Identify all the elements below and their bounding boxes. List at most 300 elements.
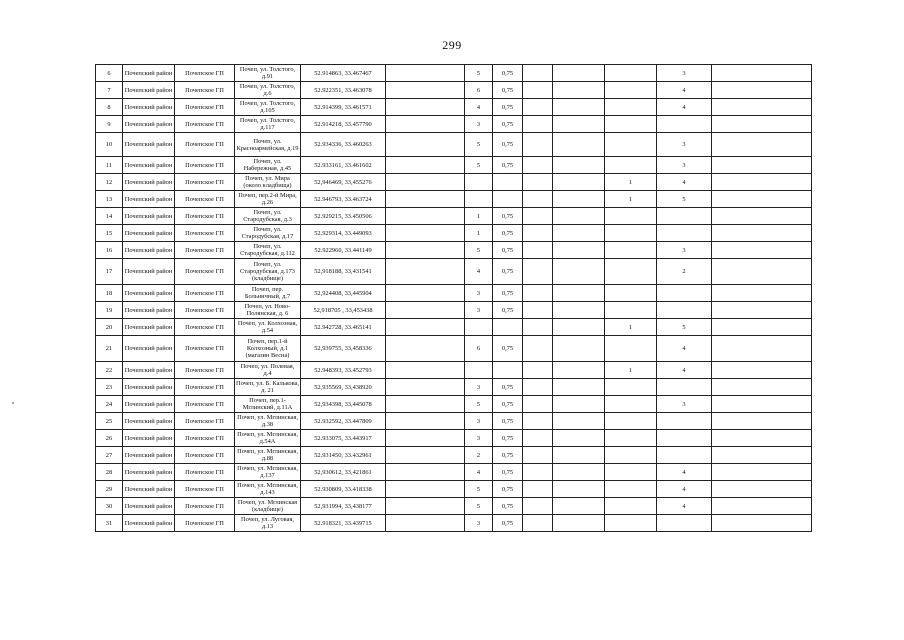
table-row: [96, 242, 812, 259]
table-row: [96, 133, 812, 157]
empty-cell: [386, 242, 465, 259]
empty-cell: [523, 208, 553, 225]
bunker-count-cell: [605, 65, 657, 82]
container-volume-cell: 0,75: [493, 116, 523, 133]
empty-cell: [523, 285, 553, 302]
empty-cell: [553, 464, 605, 481]
address-cell: Почеп, ул. Ново-Полянская, д. 6: [235, 302, 301, 319]
district-cell: Почепский район: [123, 191, 175, 208]
empty-cell: [712, 259, 812, 285]
empty-cell: [386, 396, 465, 413]
empty-cell: [553, 133, 605, 157]
empty-cell: [523, 133, 553, 157]
bunker-count-cell: [605, 208, 657, 225]
district-cell: Почепский район: [123, 362, 175, 379]
settlement-cell: Почепское ГП: [175, 259, 235, 285]
settlement-cell: Почепское ГП: [175, 242, 235, 259]
empty-cell: [712, 464, 812, 481]
bunker-count-cell: 1: [605, 319, 657, 336]
pickup-frequency-cell: 2: [657, 259, 712, 285]
empty-cell: [523, 336, 553, 362]
container-volume-cell: 0,75: [493, 464, 523, 481]
settlement-cell: Почепское ГП: [175, 82, 235, 99]
container-count-cell: 6: [465, 82, 493, 99]
container-count-cell: 4: [465, 99, 493, 116]
address-cell: Почеп, ул. Красноармейская, д.19: [235, 133, 301, 157]
district-cell: Почепский район: [123, 498, 175, 515]
district-cell: Почепский район: [123, 396, 175, 413]
table-row: [96, 430, 812, 447]
empty-cell: [553, 259, 605, 285]
pickup-frequency-cell: 5: [657, 319, 712, 336]
coordinates-cell: 52.922351, 33.463078: [301, 82, 386, 99]
settlement-cell: Почепское ГП: [175, 362, 235, 379]
district-cell: Почепский район: [123, 259, 175, 285]
empty-cell: [712, 174, 812, 191]
container-count-cell: 5: [465, 157, 493, 174]
empty-cell: [523, 116, 553, 133]
row-number: 28: [96, 464, 123, 481]
empty-cell: [553, 498, 605, 515]
empty-cell: [523, 157, 553, 174]
settlement-cell: Почепское ГП: [175, 157, 235, 174]
row-number: 7: [96, 82, 123, 99]
row-number: 11: [96, 157, 123, 174]
settlement-cell: Почепское ГП: [175, 174, 235, 191]
empty-cell: [386, 302, 465, 319]
empty-cell: [523, 259, 553, 285]
pickup-frequency-cell: [657, 515, 712, 532]
empty-cell: [523, 65, 553, 82]
empty-cell: [712, 413, 812, 430]
bunker-count-cell: [605, 481, 657, 498]
empty-cell: [553, 362, 605, 379]
scan-speck: [12, 402, 14, 404]
container-count-cell: 3: [465, 515, 493, 532]
settlement-cell: Почепское ГП: [175, 99, 235, 116]
container-count-cell: [465, 191, 493, 208]
district-cell: Почепский район: [123, 319, 175, 336]
bunker-count-cell: [605, 379, 657, 396]
address-cell: Почеп, ул. Толстого, д.105: [235, 99, 301, 116]
district-cell: Почепский район: [123, 464, 175, 481]
empty-cell: [523, 99, 553, 116]
bunker-count-cell: [605, 242, 657, 259]
address-cell: Почеп, ул. Толстого, д.6: [235, 82, 301, 99]
coordinates-cell: 52,935569, 33,438920: [301, 379, 386, 396]
row-number: 24: [96, 396, 123, 413]
bunker-count-cell: 1: [605, 191, 657, 208]
district-cell: Почепский район: [123, 515, 175, 532]
container-count-cell: 3: [465, 379, 493, 396]
empty-cell: [553, 430, 605, 447]
empty-cell: [712, 396, 812, 413]
empty-cell: [553, 174, 605, 191]
container-volume-cell: 0,75: [493, 133, 523, 157]
table-row: [96, 319, 812, 336]
table-row: [96, 82, 812, 99]
address-cell: Почеп, пер. Больничный, д.7: [235, 285, 301, 302]
pickup-frequency-cell: [657, 413, 712, 430]
empty-cell: [553, 285, 605, 302]
empty-cell: [712, 65, 812, 82]
address-cell: Почеп, ул. Стародубская, д.112: [235, 242, 301, 259]
bunker-count-cell: [605, 515, 657, 532]
bunker-count-cell: [605, 498, 657, 515]
container-count-cell: 1: [465, 208, 493, 225]
coordinates-cell: 52,934398, 33,445078: [301, 396, 386, 413]
container-count-cell: [465, 174, 493, 191]
pickup-frequency-cell: [657, 302, 712, 319]
bunker-count-cell: 1: [605, 174, 657, 191]
empty-cell: [712, 430, 812, 447]
empty-cell: [553, 82, 605, 99]
container-volume-cell: 0,75: [493, 99, 523, 116]
row-number: 18: [96, 285, 123, 302]
pickup-frequency-cell: 4: [657, 362, 712, 379]
container-volume-cell: 0,75: [493, 447, 523, 464]
table-row: [96, 447, 812, 464]
container-count-cell: 3: [465, 302, 493, 319]
coordinates-cell: 52.918321, 33.439715: [301, 515, 386, 532]
container-count-cell: 2: [465, 447, 493, 464]
table-row: [96, 225, 812, 242]
row-number: 26: [96, 430, 123, 447]
address-cell: Почеп, ул. Толстого, д.91: [235, 65, 301, 82]
empty-cell: [523, 191, 553, 208]
district-cell: Почепский район: [123, 413, 175, 430]
row-number: 22: [96, 362, 123, 379]
container-count-cell: 5: [465, 396, 493, 413]
empty-cell: [386, 191, 465, 208]
address-cell: Почеп, ул. Мглинская, д.143: [235, 481, 301, 498]
container-volume-cell: 0,75: [493, 65, 523, 82]
container-volume-cell: 0,75: [493, 379, 523, 396]
row-number: 29: [96, 481, 123, 498]
district-cell: Почепский район: [123, 379, 175, 396]
table-row: [96, 191, 812, 208]
empty-cell: [553, 225, 605, 242]
district-cell: Почепский район: [123, 285, 175, 302]
empty-cell: [523, 447, 553, 464]
empty-cell: [712, 191, 812, 208]
empty-cell: [523, 430, 553, 447]
container-volume-cell: [493, 362, 523, 379]
address-cell: Почеп, ул. Мглинская (кладбище): [235, 498, 301, 515]
pickup-frequency-cell: 5: [657, 191, 712, 208]
empty-cell: [553, 65, 605, 82]
table-row: [96, 379, 812, 396]
table-row: [96, 396, 812, 413]
empty-cell: [523, 379, 553, 396]
container-volume-cell: 0,75: [493, 515, 523, 532]
row-number: 6: [96, 65, 123, 82]
row-number: 17: [96, 259, 123, 285]
row-number: 19: [96, 302, 123, 319]
settlement-cell: Почепское ГП: [175, 336, 235, 362]
row-number: 20: [96, 319, 123, 336]
row-number: 13: [96, 191, 123, 208]
address-cell: Почеп, ул. Мглинская, д.38: [235, 413, 301, 430]
empty-cell: [553, 116, 605, 133]
settlement-cell: Почепское ГП: [175, 481, 235, 498]
coordinates-cell: 52.933161, 33.461602: [301, 157, 386, 174]
coordinates-cell: 52,924408, 33,445904: [301, 285, 386, 302]
settlement-cell: Почепское ГП: [175, 498, 235, 515]
coordinates-cell: 52.914218, 33.457790: [301, 116, 386, 133]
empty-cell: [386, 319, 465, 336]
empty-cell: [386, 498, 465, 515]
bunker-count-cell: [605, 396, 657, 413]
empty-cell: [386, 447, 465, 464]
coordinates-cell: 52,918705 , 33,453438: [301, 302, 386, 319]
table-row: [96, 336, 812, 362]
address-cell: Почеп, ул. Мглинская, д.88: [235, 447, 301, 464]
container-count-cell: 4: [465, 259, 493, 285]
container-count-cell: [465, 362, 493, 379]
coordinates-cell: 52.914399, 33.461571: [301, 99, 386, 116]
empty-cell: [712, 515, 812, 532]
coordinates-cell: 52.942728, 33.465141: [301, 319, 386, 336]
empty-cell: [523, 362, 553, 379]
empty-cell: [712, 319, 812, 336]
address-cell: Почеп, ул. Полевая, д.4: [235, 362, 301, 379]
settlement-cell: Почепское ГП: [175, 379, 235, 396]
coordinates-cell: 52,939755, 33,458336: [301, 336, 386, 362]
coordinates-cell: 52,946469, 33,455276: [301, 174, 386, 191]
coordinates-cell: 52,918188, 33,431541: [301, 259, 386, 285]
settlement-cell: Почепское ГП: [175, 319, 235, 336]
container-count-cell: 5: [465, 481, 493, 498]
empty-cell: [553, 99, 605, 116]
empty-cell: [386, 259, 465, 285]
row-number: 10: [96, 133, 123, 157]
table-row: [96, 259, 812, 285]
container-volume-cell: 0,75: [493, 82, 523, 99]
table-row: [96, 413, 812, 430]
table-row: [96, 208, 812, 225]
empty-cell: [386, 379, 465, 396]
container-sites-table: [95, 64, 812, 532]
empty-cell: [712, 242, 812, 259]
empty-cell: [386, 285, 465, 302]
empty-cell: [553, 413, 605, 430]
coordinates-cell: 52.914863, 33.467467: [301, 65, 386, 82]
container-volume-cell: 0,75: [493, 430, 523, 447]
coordinates-cell: 52.930809, 33.418338: [301, 481, 386, 498]
district-cell: Почепский район: [123, 430, 175, 447]
pickup-frequency-cell: [657, 116, 712, 133]
empty-cell: [386, 116, 465, 133]
empty-cell: [712, 133, 812, 157]
empty-cell: [712, 481, 812, 498]
empty-cell: [523, 242, 553, 259]
settlement-cell: Почепское ГП: [175, 302, 235, 319]
container-count-cell: 6: [465, 336, 493, 362]
container-volume-cell: 0,75: [493, 285, 523, 302]
district-cell: Почепский район: [123, 82, 175, 99]
district-cell: Почепский район: [123, 447, 175, 464]
pickup-frequency-cell: 3: [657, 157, 712, 174]
container-count-cell: 3: [465, 430, 493, 447]
row-number: 15: [96, 225, 123, 242]
district-cell: Почепский район: [123, 242, 175, 259]
table-row: [96, 285, 812, 302]
bunker-count-cell: [605, 116, 657, 133]
coordinates-cell: 52,931994, 33,438177: [301, 498, 386, 515]
table-row: [96, 362, 812, 379]
pickup-frequency-cell: [657, 225, 712, 242]
empty-cell: [386, 174, 465, 191]
pickup-frequency-cell: 3: [657, 133, 712, 157]
empty-cell: [386, 65, 465, 82]
district-cell: Почепский район: [123, 157, 175, 174]
container-volume-cell: [493, 319, 523, 336]
empty-cell: [386, 430, 465, 447]
empty-cell: [523, 302, 553, 319]
table-row: [96, 302, 812, 319]
container-volume-cell: 0,75: [493, 481, 523, 498]
empty-cell: [386, 133, 465, 157]
container-count-cell: 5: [465, 242, 493, 259]
address-cell: Почеп, ул. Толстого, д.117: [235, 116, 301, 133]
settlement-cell: Почепское ГП: [175, 116, 235, 133]
empty-cell: [553, 157, 605, 174]
container-volume-cell: 0,75: [493, 242, 523, 259]
empty-cell: [523, 174, 553, 191]
container-count-cell: 3: [465, 116, 493, 133]
empty-cell: [553, 481, 605, 498]
empty-cell: [386, 464, 465, 481]
empty-cell: [712, 157, 812, 174]
container-count-cell: 5: [465, 133, 493, 157]
table-row: [96, 464, 812, 481]
coordinates-cell: 52.946793, 33.463724: [301, 191, 386, 208]
empty-cell: [386, 413, 465, 430]
container-count-cell: 3: [465, 285, 493, 302]
row-number: 8: [96, 99, 123, 116]
empty-cell: [712, 225, 812, 242]
district-cell: Почепский район: [123, 174, 175, 191]
row-number: 12: [96, 174, 123, 191]
empty-cell: [553, 242, 605, 259]
address-cell: Почеп, пер.1-й Колхозный, д.1 (магазин Весна): [235, 336, 301, 362]
container-count-cell: 5: [465, 498, 493, 515]
empty-cell: [712, 447, 812, 464]
bunker-count-cell: [605, 225, 657, 242]
empty-cell: [712, 82, 812, 99]
empty-cell: [553, 336, 605, 362]
settlement-cell: Почепское ГП: [175, 285, 235, 302]
container-count-cell: 3: [465, 413, 493, 430]
bunker-count-cell: [605, 413, 657, 430]
settlement-cell: Почепское ГП: [175, 413, 235, 430]
row-number: 25: [96, 413, 123, 430]
container-volume-cell: 0,75: [493, 157, 523, 174]
container-volume-cell: 0,75: [493, 498, 523, 515]
page-number: 299: [442, 38, 462, 52]
empty-cell: [386, 481, 465, 498]
bunker-count-cell: [605, 157, 657, 174]
coordinates-cell: 52.929314, 33.449093: [301, 225, 386, 242]
settlement-cell: Почепское ГП: [175, 208, 235, 225]
pickup-frequency-cell: 4: [657, 82, 712, 99]
table-row: [96, 157, 812, 174]
coordinates-cell: 52.934336, 33.460263: [301, 133, 386, 157]
table-row: [96, 174, 812, 191]
row-number: 16: [96, 242, 123, 259]
empty-cell: [386, 99, 465, 116]
bunker-count-cell: [605, 82, 657, 99]
container-volume-cell: 0,75: [493, 302, 523, 319]
address-cell: Почеп, ул. Мглинская, д.54А: [235, 430, 301, 447]
address-cell: Почеп, ул. Мглинская, д.137: [235, 464, 301, 481]
container-count-cell: 5: [465, 65, 493, 82]
empty-cell: [523, 413, 553, 430]
pickup-frequency-cell: 4: [657, 174, 712, 191]
row-number: 21: [96, 336, 123, 362]
table-row: [96, 116, 812, 133]
address-cell: Почеп, ул. Мира (около кладбища): [235, 174, 301, 191]
settlement-cell: Почепское ГП: [175, 133, 235, 157]
table-row: [96, 498, 812, 515]
row-number: 30: [96, 498, 123, 515]
empty-cell: [386, 336, 465, 362]
empty-cell: [386, 225, 465, 242]
row-number: 27: [96, 447, 123, 464]
empty-cell: [523, 225, 553, 242]
empty-cell: [553, 515, 605, 532]
district-cell: Почепский район: [123, 481, 175, 498]
empty-cell: [523, 481, 553, 498]
settlement-cell: Почепское ГП: [175, 515, 235, 532]
pickup-frequency-cell: 3: [657, 242, 712, 259]
pickup-frequency-cell: 4: [657, 464, 712, 481]
empty-cell: [523, 498, 553, 515]
district-cell: Почепский район: [123, 133, 175, 157]
coordinates-cell: 52.932592, 33.447809: [301, 413, 386, 430]
table-row: [96, 481, 812, 498]
empty-cell: [523, 464, 553, 481]
container-volume-cell: 0,75: [493, 225, 523, 242]
container-volume-cell: 0,75: [493, 336, 523, 362]
pickup-frequency-cell: [657, 285, 712, 302]
coordinates-cell: 52.922960, 33.441149: [301, 242, 386, 259]
district-cell: Почепский район: [123, 65, 175, 82]
pickup-frequency-cell: [657, 447, 712, 464]
address-cell: Почеп, ул. Колхозная, д.54: [235, 319, 301, 336]
empty-cell: [553, 447, 605, 464]
empty-cell: [712, 116, 812, 133]
row-number: 9: [96, 116, 123, 133]
container-count-cell: [465, 319, 493, 336]
settlement-cell: Почепское ГП: [175, 447, 235, 464]
settlement-cell: Почепское ГП: [175, 191, 235, 208]
pickup-frequency-cell: 4: [657, 336, 712, 362]
empty-cell: [523, 515, 553, 532]
empty-cell: [712, 336, 812, 362]
empty-cell: [386, 208, 465, 225]
bunker-count-cell: [605, 285, 657, 302]
bunker-count-cell: [605, 133, 657, 157]
settlement-cell: Почепское ГП: [175, 65, 235, 82]
bunker-count-cell: [605, 336, 657, 362]
pickup-frequency-cell: 3: [657, 65, 712, 82]
pickup-frequency-cell: 3: [657, 396, 712, 413]
district-cell: Почепский район: [123, 99, 175, 116]
empty-cell: [523, 82, 553, 99]
district-cell: Почепский район: [123, 225, 175, 242]
